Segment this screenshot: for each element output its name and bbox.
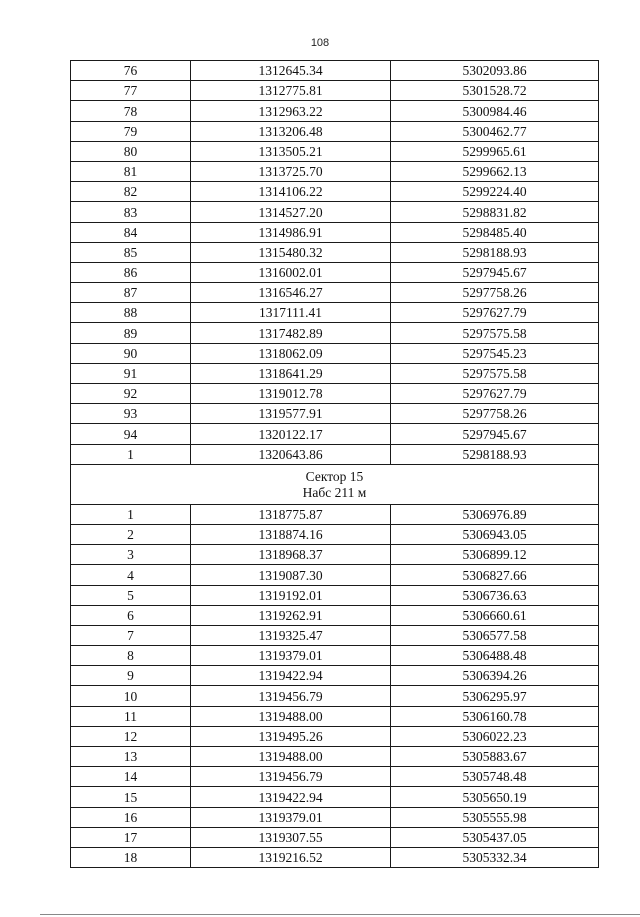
table-row [71, 646, 599, 666]
table-row [71, 747, 599, 767]
x-coordinate-cell: 1319325.47 [191, 625, 391, 645]
point-number-cell: 8 [71, 646, 191, 666]
point-number-cell: 88 [71, 303, 191, 323]
point-number-cell: 11 [71, 706, 191, 726]
x-coordinate-cell: 1319577.91 [191, 404, 391, 424]
y-coordinate-cell: 5299662.13 [391, 161, 599, 181]
y-coordinate-cell: 5306943.05 [391, 524, 599, 544]
x-coordinate-cell: 1319456.79 [191, 686, 391, 706]
x-coordinate-cell: 1314106.22 [191, 182, 391, 202]
y-coordinate-cell: 5298188.93 [391, 242, 599, 262]
point-number-cell: 18 [71, 847, 191, 867]
x-coordinate-cell: 1319456.79 [191, 767, 391, 787]
x-coordinate-cell: 1319307.55 [191, 827, 391, 847]
x-coordinate-cell: 1319216.52 [191, 847, 391, 867]
y-coordinate-cell: 5301528.72 [391, 81, 599, 101]
point-number-cell: 94 [71, 424, 191, 444]
section-subtitle: Набс 211 м [302, 484, 367, 500]
x-coordinate-cell: 1312775.81 [191, 81, 391, 101]
point-number-cell: 1 [71, 504, 191, 524]
x-coordinate-cell: 1316002.01 [191, 262, 391, 282]
point-number-cell: 89 [71, 323, 191, 343]
x-coordinate-cell: 1319087.30 [191, 565, 391, 585]
point-number-cell: 91 [71, 363, 191, 383]
x-coordinate-cell: 1318641.29 [191, 363, 391, 383]
table-row [71, 726, 599, 746]
y-coordinate-cell: 5305650.19 [391, 787, 599, 807]
y-coordinate-cell: 5297758.26 [391, 283, 599, 303]
y-coordinate-cell: 5306394.26 [391, 666, 599, 686]
x-coordinate-cell: 1313206.48 [191, 121, 391, 141]
y-coordinate-cell: 5305555.98 [391, 807, 599, 827]
x-coordinate-cell: 1319379.01 [191, 807, 391, 827]
x-coordinate-cell: 1319422.94 [191, 787, 391, 807]
section-title: Сектор 15 [305, 468, 364, 484]
point-number-cell: 9 [71, 666, 191, 686]
table-row [71, 706, 599, 726]
x-coordinate-cell: 1319379.01 [191, 646, 391, 666]
point-number-cell: 7 [71, 625, 191, 645]
x-coordinate-cell: 1312963.22 [191, 101, 391, 121]
table-row [71, 827, 599, 847]
x-coordinate-cell: 1317111.41 [191, 303, 391, 323]
table-row [71, 807, 599, 827]
x-coordinate-cell: 1319012.78 [191, 384, 391, 404]
point-number-cell: 93 [71, 404, 191, 424]
point-number-cell: 90 [71, 343, 191, 363]
y-coordinate-cell: 5306899.12 [391, 545, 599, 565]
table-row [71, 686, 599, 706]
table-row [71, 424, 599, 444]
x-coordinate-cell: 1320643.86 [191, 444, 391, 464]
table-row [71, 303, 599, 323]
x-coordinate-cell: 1319192.01 [191, 585, 391, 605]
y-coordinate-cell: 5305437.05 [391, 827, 599, 847]
table-row [71, 202, 599, 222]
y-coordinate-cell: 5297627.79 [391, 303, 599, 323]
y-coordinate-cell: 5305883.67 [391, 747, 599, 767]
y-coordinate-cell: 5297945.67 [391, 424, 599, 444]
x-coordinate-cell: 1318874.16 [191, 524, 391, 544]
y-coordinate-cell: 5299224.40 [391, 182, 599, 202]
y-coordinate-cell: 5297758.26 [391, 404, 599, 424]
table-row [71, 161, 599, 181]
point-number-cell: 14 [71, 767, 191, 787]
point-number-cell: 92 [71, 384, 191, 404]
y-coordinate-cell: 5297945.67 [391, 262, 599, 282]
y-coordinate-cell: 5306295.97 [391, 686, 599, 706]
y-coordinate-cell: 5300462.77 [391, 121, 599, 141]
table-row [71, 121, 599, 141]
point-number-cell: 86 [71, 262, 191, 282]
table-row [71, 283, 599, 303]
table-row [71, 242, 599, 262]
page-number: 108 [310, 37, 330, 49]
y-coordinate-cell: 5306827.66 [391, 565, 599, 585]
point-number-cell: 80 [71, 141, 191, 161]
x-coordinate-cell: 1313725.70 [191, 161, 391, 181]
y-coordinate-cell: 5305332.34 [391, 847, 599, 867]
y-coordinate-cell: 5306160.78 [391, 706, 599, 726]
point-number-cell: 13 [71, 747, 191, 767]
point-number-cell: 78 [71, 101, 191, 121]
y-coordinate-cell: 5297575.58 [391, 363, 599, 383]
point-number-cell: 76 [71, 61, 191, 81]
point-number-cell: 2 [71, 524, 191, 544]
point-number-cell: 82 [71, 182, 191, 202]
table-row [71, 504, 599, 524]
y-coordinate-cell: 5306577.58 [391, 625, 599, 645]
section-header-row [71, 464, 599, 504]
point-number-cell: 3 [71, 545, 191, 565]
x-coordinate-cell: 1317482.89 [191, 323, 391, 343]
point-number-cell: 84 [71, 222, 191, 242]
y-coordinate-cell: 5298485.40 [391, 222, 599, 242]
table-row [71, 787, 599, 807]
table-row [71, 363, 599, 383]
table-row [71, 666, 599, 686]
y-coordinate-cell: 5306736.63 [391, 585, 599, 605]
y-coordinate-cell: 5298188.93 [391, 444, 599, 464]
point-number-cell: 15 [71, 787, 191, 807]
x-coordinate-cell: 1319495.26 [191, 726, 391, 746]
y-coordinate-cell: 5306022.23 [391, 726, 599, 746]
table-row [71, 767, 599, 787]
table-row [71, 605, 599, 625]
point-number-cell: 12 [71, 726, 191, 746]
table-row [71, 81, 599, 101]
y-coordinate-cell: 5297545.23 [391, 343, 599, 363]
x-coordinate-cell: 1319262.91 [191, 605, 391, 625]
x-coordinate-cell: 1318775.87 [191, 504, 391, 524]
point-number-cell: 81 [71, 161, 191, 181]
x-coordinate-cell: 1318968.37 [191, 545, 391, 565]
point-number-cell: 85 [71, 242, 191, 262]
y-coordinate-cell: 5306488.48 [391, 646, 599, 666]
x-coordinate-cell: 1314527.20 [191, 202, 391, 222]
y-coordinate-cell: 5299965.61 [391, 141, 599, 161]
point-number-cell: 4 [71, 565, 191, 585]
section-header-cell [71, 464, 599, 504]
y-coordinate-cell: 5302093.86 [391, 61, 599, 81]
page-bottom-rule [40, 914, 640, 915]
table-row [71, 847, 599, 867]
table-row [71, 384, 599, 404]
table-row [71, 444, 599, 464]
coordinates-table [70, 60, 599, 868]
x-coordinate-cell: 1319488.00 [191, 706, 391, 726]
point-number-cell: 77 [71, 81, 191, 101]
table-row [71, 404, 599, 424]
y-coordinate-cell: 5305748.48 [391, 767, 599, 787]
table-row [71, 524, 599, 544]
point-number-cell: 16 [71, 807, 191, 827]
point-number-cell: 10 [71, 686, 191, 706]
table-row [71, 565, 599, 585]
coordinates-table-bottom [71, 504, 599, 867]
point-number-cell: 83 [71, 202, 191, 222]
point-number-cell: 17 [71, 827, 191, 847]
table-row [71, 625, 599, 645]
x-coordinate-cell: 1314986.91 [191, 222, 391, 242]
table-row [71, 222, 599, 242]
table-row [71, 141, 599, 161]
table-row [71, 545, 599, 565]
y-coordinate-cell: 5298831.82 [391, 202, 599, 222]
y-coordinate-cell: 5300984.46 [391, 101, 599, 121]
coordinates-table-top [71, 61, 599, 465]
x-coordinate-cell: 1319488.00 [191, 747, 391, 767]
table-row [71, 323, 599, 343]
y-coordinate-cell: 5306976.89 [391, 504, 599, 524]
section-header-group [71, 464, 599, 504]
x-coordinate-cell: 1316546.27 [191, 283, 391, 303]
table-row [71, 262, 599, 282]
x-coordinate-cell: 1318062.09 [191, 343, 391, 363]
table-row [71, 61, 599, 81]
x-coordinate-cell: 1313505.21 [191, 141, 391, 161]
point-number-cell: 6 [71, 605, 191, 625]
y-coordinate-cell: 5297575.58 [391, 323, 599, 343]
table-row [71, 343, 599, 363]
x-coordinate-cell: 1312645.34 [191, 61, 391, 81]
point-number-cell: 79 [71, 121, 191, 141]
point-number-cell: 1 [71, 444, 191, 464]
table-row [71, 101, 599, 121]
table-row [71, 182, 599, 202]
table-row [71, 585, 599, 605]
point-number-cell: 87 [71, 283, 191, 303]
x-coordinate-cell: 1320122.17 [191, 424, 391, 444]
y-coordinate-cell: 5297627.79 [391, 384, 599, 404]
x-coordinate-cell: 1319422.94 [191, 666, 391, 686]
y-coordinate-cell: 5306660.61 [391, 605, 599, 625]
point-number-cell: 5 [71, 585, 191, 605]
x-coordinate-cell: 1315480.32 [191, 242, 391, 262]
